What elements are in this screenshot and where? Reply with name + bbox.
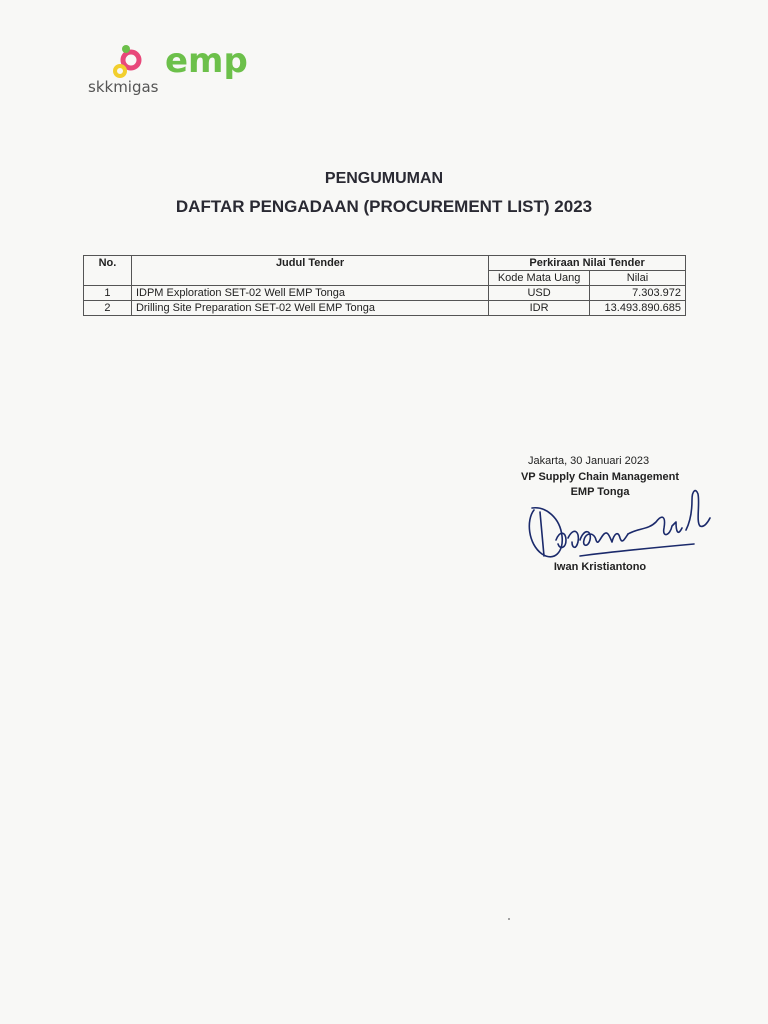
row-title: IDPM Exploration SET-02 Well EMP Tonga xyxy=(131,286,488,301)
logo-org-text: skkmigas xyxy=(88,78,159,96)
row-value: 7.303.972 xyxy=(590,286,686,301)
place-date: Jakarta, 30 Januari 2023 xyxy=(528,455,650,467)
row-value: 13.493.890.685 xyxy=(590,301,686,316)
signer-position: VP Supply Chain Management xyxy=(520,471,680,483)
scan-speck xyxy=(508,918,510,920)
company-logo xyxy=(88,40,258,102)
header-estimate: Perkiraan Nilai Tender xyxy=(489,256,686,271)
logo-mark-icon xyxy=(88,40,168,80)
header-currency: Kode Mata Uang xyxy=(489,271,590,286)
header-value: Nilai xyxy=(590,271,686,286)
handwritten-signature xyxy=(520,482,720,564)
row-currency: IDR xyxy=(489,301,590,316)
row-no: 1 xyxy=(84,286,132,301)
procurement-table xyxy=(83,255,686,316)
logo-brand-text: emp xyxy=(165,41,248,81)
header-title: Judul Tender xyxy=(131,256,488,286)
header-no: No. xyxy=(84,256,132,286)
table-header-row xyxy=(84,256,686,271)
table-row xyxy=(84,286,686,301)
signer-name: Iwan Kristiantono xyxy=(553,561,647,573)
table-row xyxy=(84,301,686,316)
signer-company: EMP Tonga xyxy=(570,486,630,498)
row-currency: USD xyxy=(489,286,590,301)
row-title: Drilling Site Preparation SET-02 Well EMP Tonga xyxy=(131,301,488,316)
page-subtitle: DAFTAR PENGADAAN (PROCUREMENT LIST) 2023 xyxy=(175,197,593,216)
page-title: PENGUMUMAN xyxy=(324,170,444,187)
row-no: 2 xyxy=(84,301,132,316)
